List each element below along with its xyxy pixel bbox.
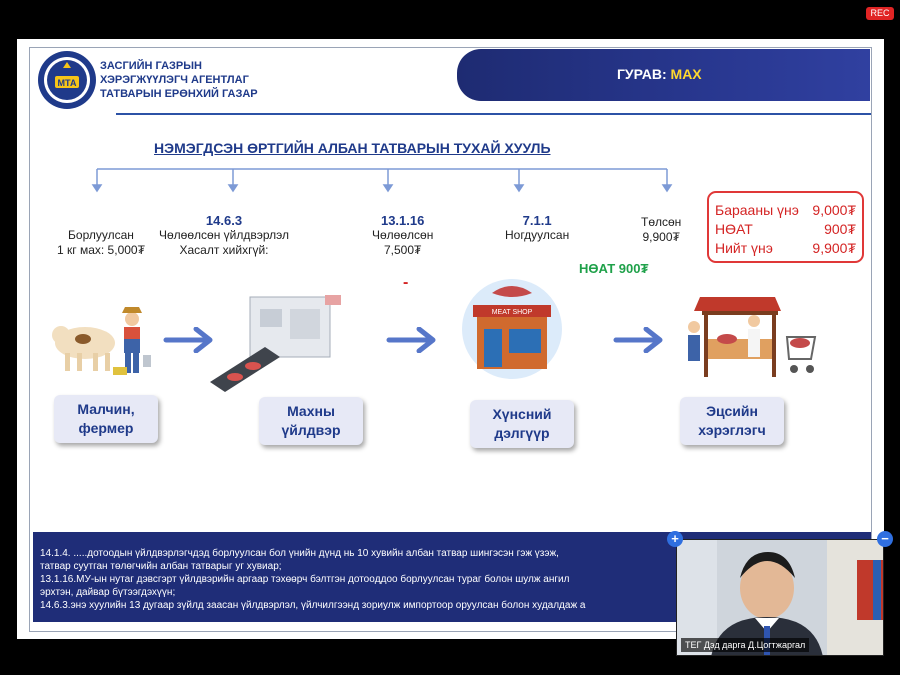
- total-price-value: 9,900₮: [812, 240, 856, 256]
- role-consumer-line1: Эцсийн: [706, 403, 758, 419]
- topic-highlight: МАХ: [670, 66, 702, 82]
- stage-consumer-text: [641, 215, 681, 245]
- stage-exempt-line1: Чөлөөлсөн: [372, 228, 434, 242]
- stage-factory-line1: Чөлөөлсөн үйлдвэрлэл: [159, 228, 289, 242]
- role-factory-line1: Махны: [287, 403, 335, 419]
- note-line-3: 13.1.16.МУ-ын нутаг дэвсгэрт үйлдвэрийн аргаар тэхөөрч бэлтгэн дотоoддоо борлуулсан тураг болон шулж ангил: [40, 574, 570, 585]
- flow-arrow-3: [612, 327, 672, 353]
- minus-sign: -: [403, 274, 409, 291]
- stage-shop-text: [505, 213, 569, 243]
- note-line-2: татвар суутган төлөгчийн албан татварыг уг хувиар;: [40, 561, 282, 572]
- add-plus-icon[interactable]: +: [667, 531, 683, 547]
- role-farmer-line1: Малчин,: [77, 401, 135, 417]
- stage-exempt-line2: 7,500₮: [383, 243, 422, 257]
- stage-shop-code: 7.1.1: [522, 213, 552, 228]
- role-shop-line2: дэлгүүр: [494, 425, 550, 441]
- shop-sign-text: MEAT SHOP: [491, 309, 533, 316]
- recording-badge: REC: [866, 7, 894, 20]
- note-line-1: 14.1.4. .....дотоодын үйлдвэрлэгчдэд борлуулсан бол үнийн дүнд нь 10 хувийн албан татвар шингэсэн гэж үзэж,: [40, 548, 559, 559]
- topic-prefix: ГУРАВ:: [617, 66, 671, 82]
- role-farmer: [54, 395, 158, 443]
- vat-badge: НӨАТ 900₮: [579, 261, 649, 276]
- role-consumer: [680, 397, 784, 445]
- goods-price-value: 9,000₮: [812, 202, 856, 218]
- participant-name-label: ТЕГ Дэд дарга Д.Цогтжаргал: [681, 638, 809, 652]
- farmer-cow-illustration: [47, 301, 157, 381]
- vat-value: 900₮: [824, 221, 856, 237]
- org-line-3: ТАТВАРЫН ЕРӨНХИЙ ГАЗАР: [100, 88, 258, 100]
- stage-factory-code: 14.6.3: [205, 213, 243, 228]
- stage-farmer-text: [57, 228, 145, 258]
- flow-arrow-1: [162, 327, 222, 353]
- flow-arrow-2: [385, 327, 445, 353]
- stage-consumer-line1: Төлсөн: [641, 215, 682, 229]
- goods-price-label: Барааны үнэ: [715, 202, 799, 218]
- org-line-1: ЗАСГИЙН ГАЗРЫН: [100, 60, 202, 72]
- stage-shop-line1: Ногдуулсан: [505, 228, 570, 242]
- role-factory-line2: үйлдвэр: [281, 422, 341, 438]
- stage-farmer-line1: Борлуулсан: [68, 228, 134, 242]
- stage-factory-line2: Хасалт хийхгүй:: [179, 243, 269, 257]
- role-shop: [470, 400, 574, 448]
- consumer-market-illustration: [682, 287, 832, 387]
- stage-factory-text: [159, 213, 289, 258]
- note-line-5: 14.6.3.энэ хуулийн 13 дугаар зүйлд заасан үйлдвэрлэл, үйлчилгээнд зориулж импортоор оруулсан болон худалдаж а: [40, 600, 586, 611]
- meat-factory-illustration: [205, 287, 355, 397]
- meat-shop-illustration: [457, 279, 567, 389]
- law-title: НЭМЭГДСЭН ӨРТГИЙН АЛБАН ТАТВАРЫН ТУХАЙ ХУУЛЬ: [154, 140, 551, 156]
- stage-exempt-text: [372, 213, 433, 258]
- role-consumer-line2: хэрэглэгч: [698, 422, 766, 438]
- role-factory: [259, 397, 363, 445]
- logo-text: МТА: [57, 78, 77, 88]
- stage-farmer-line2: 1 кг мах: 5,000₮: [57, 243, 145, 257]
- stage-exempt-code: 13.1.16: [380, 213, 425, 228]
- role-farmer-line2: фермер: [78, 420, 134, 436]
- vat-label: НӨАТ: [715, 221, 753, 237]
- minimize-minus-icon[interactable]: −: [877, 531, 893, 547]
- note-line-4: эрхтэн, дайвар бүтээгдэхүүн;: [40, 587, 176, 598]
- stage-consumer-line2: 9,900₮: [642, 230, 680, 244]
- participant-video-tile[interactable]: [676, 539, 884, 656]
- org-line-2: ХЭРЭГЖҮҮЛЭГЧ АГЕНТЛАГ: [100, 74, 249, 86]
- price-breakdown-box: [707, 191, 864, 263]
- role-shop-line1: Хүнсний: [492, 406, 552, 422]
- total-price-label: Нийт үнэ: [715, 240, 773, 256]
